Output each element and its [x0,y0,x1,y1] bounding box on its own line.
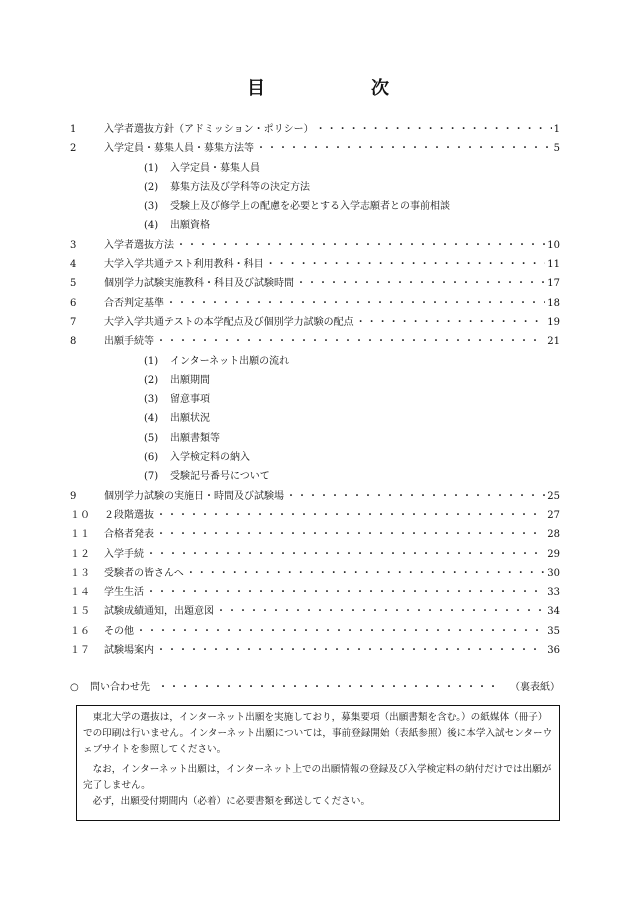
leader-dots [156,332,545,347]
leader-dots [146,545,545,560]
toc-item-page: 19 [547,316,560,328]
toc-item-label: 入学手続 [104,548,144,560]
toc-item[interactable] [70,313,560,332]
toc-subitem[interactable] [70,371,560,390]
toc-item-page: 1 [553,124,560,135]
toc-item-label: 入学定員・募集人員・募集方法等 [104,143,254,155]
toc-subitem[interactable] [70,467,560,486]
toc-item-label: その他 [104,625,134,637]
toc-subitem-mark: (2) [144,374,159,386]
toc-subitem[interactable] [70,409,560,428]
toc-item-number: 9 [70,490,77,502]
toc-item-number: １０ [70,509,90,521]
leader-dots [286,487,545,502]
contact-label: 問い合わせ先 [90,682,150,693]
toc-item-label: 入学者選抜方法 [104,239,174,251]
toc-item-page: 18 [547,297,560,309]
toc-item-label: 学生生活 [104,587,144,599]
circle-icon: ○ [70,682,79,693]
toc-item-label: 個別学力試験実施教科・科目及び試験時間 [104,278,294,290]
toc-item-page: 21 [547,336,560,348]
toc-item-page: 11 [547,259,560,271]
toc-item[interactable] [70,255,560,274]
toc-item-number: 2 [70,143,77,155]
contact-entry [70,678,560,693]
toc-item-page: 35 [547,625,560,637]
toc-item[interactable] [70,274,560,293]
table-of-contents [70,120,560,660]
toc-item-label: 大学入学共通テスト利用教科・科目 [104,259,264,271]
toc-item-number: 8 [70,336,77,348]
toc-subitem-mark: (3) [144,201,159,213]
toc-item[interactable] [70,487,560,506]
toc-item-page: 25 [547,490,560,502]
toc-item[interactable] [70,236,560,255]
toc-item[interactable] [70,602,560,621]
toc-subitem-label: 受験記号番号について [170,471,270,483]
toc-item-number: 5 [70,278,77,290]
toc-item-page: 17 [547,278,560,290]
toc-item-label: ２段階選抜 [104,509,154,521]
toc-subitem[interactable] [70,352,560,371]
toc-item[interactable] [70,622,560,641]
toc-item-label: 試験成績通知，出題意図 [104,606,214,618]
toc-item-page: 27 [547,509,560,521]
leader-dots [186,564,545,579]
contact-page: （裏表紙） [510,682,560,693]
toc-subitem-mark: (3) [144,394,159,406]
toc-subitem-mark: (6) [144,452,159,464]
toc-item-label: 大学入学共通テストの本学配点及び個別学力試験の配点 [104,316,354,328]
toc-subitem-label: 留意事項 [170,394,210,406]
leader-dots [166,294,545,309]
notice-paragraph: 必ず，出願受付期間内（必着）に必要書類を郵送してください。 [92,796,371,807]
toc-item-page: 5 [553,143,560,155]
toc-item-number: 3 [70,239,77,251]
toc-subitem[interactable] [70,178,560,197]
toc-subitem-label: 入学定員・募集人員 [170,162,260,174]
leader-dots [216,602,545,617]
notice-paragraph: 東北大学の選抜は，インターネット出願を実施しており，募集要項（出願書類を含む。）の紙媒体（冊子）での印刷は行いません。インターネット出願については，事前登録開始（表紙参照）後に本学入試センターウェブサイトを参照してください。 [83,712,553,755]
toc-subitem-mark: (1) [144,355,159,367]
toc-subitem-mark: (2) [144,181,159,193]
leader-dots [156,525,545,540]
notice-paragraph: なお，インターネット出願は，インターネット上での出願情報の登録及び入学検定料の納付だけでは出願が完了しません。 [83,764,552,791]
toc-item-number: １３ [70,567,90,579]
leader-dots [266,255,546,270]
toc-item-page: 28 [547,529,560,541]
toc-item-number: 6 [70,297,77,309]
toc-item[interactable] [70,139,560,158]
toc-item-page: 34 [547,606,560,618]
leader-dots [296,274,545,289]
toc-item-number: 7 [70,316,77,328]
leader-dots [136,622,545,637]
toc-item-label: 試験場案内 [104,645,154,657]
toc-item-number: 1 [70,124,77,135]
toc-item[interactable] [70,294,560,313]
toc-item[interactable] [70,564,560,583]
toc-subitem-label: 出願期間 [170,374,210,386]
toc-subitem-mark: (7) [144,471,159,483]
toc-item-label: 入学者選抜方針（アドミッション・ポリシー） [104,124,314,135]
toc-item[interactable] [70,120,560,139]
toc-item-page: 33 [547,587,560,599]
toc-item-label: 個別学力試験の実施日・時間及び試験場 [104,490,284,502]
toc-item-number: １７ [70,645,90,657]
notice-box [76,705,560,821]
toc-subitem-label: インターネット出願の流れ [170,355,290,367]
toc-item-number: 4 [70,259,77,271]
toc-subitem-label: 募集方法及び学科等の決定方法 [170,181,310,193]
toc-item[interactable] [70,545,560,564]
toc-item[interactable] [70,583,560,602]
leader-dots [156,641,545,656]
toc-subitem-label: 入学検定料の納入 [170,452,250,464]
toc-item-label: 出願手続等 [104,336,154,348]
toc-item[interactable] [70,641,560,660]
toc-item-page: 10 [547,239,560,251]
toc-subitem-label: 出願状況 [170,413,210,425]
toc-item[interactable] [70,506,560,525]
toc-subitem[interactable] [70,448,560,467]
leader-dots [356,313,546,328]
toc-item[interactable] [70,525,560,544]
toc-item-page: 36 [547,645,560,657]
toc-item-number: １５ [70,606,90,618]
toc-subitem-label: 出願書類等 [170,432,220,444]
page-title: 目 次 [247,78,433,99]
toc-subitem[interactable] [70,429,560,448]
toc-item-page: 29 [547,548,560,560]
toc-subitem-mark: (4) [144,220,159,232]
toc-subitem-mark: (4) [144,413,159,425]
leader-dots [316,120,552,135]
toc-subitem-label: 受験上及び修学上の配慮を必要とする入学志願者との事前相談 [170,201,450,213]
toc-item[interactable] [70,332,560,351]
leader-dots [256,139,552,154]
toc-subitem-mark: (1) [144,162,159,174]
toc-item-number: １４ [70,587,90,599]
toc-subitem[interactable] [70,216,560,235]
toc-subitem[interactable] [70,197,560,216]
toc-item-page: 30 [547,567,560,579]
toc-item-label: 合否判定基準 [104,297,164,309]
toc-subitem[interactable] [70,390,560,409]
toc-item-label: 受験者の皆さんへ [104,567,184,579]
leader-dots [176,236,545,251]
toc-item-label: 合格者発表 [104,529,154,541]
toc-subitem-mark: (5) [144,432,159,444]
toc-item-number: １１ [70,529,90,541]
toc-subitem[interactable] [70,159,560,178]
toc-item-number: １２ [70,548,90,560]
toc-item-number: １６ [70,625,90,637]
leader-dots [146,583,545,598]
leader-dots [158,678,502,693]
toc-subitem-label: 出願資格 [170,220,210,232]
leader-dots [156,506,545,521]
